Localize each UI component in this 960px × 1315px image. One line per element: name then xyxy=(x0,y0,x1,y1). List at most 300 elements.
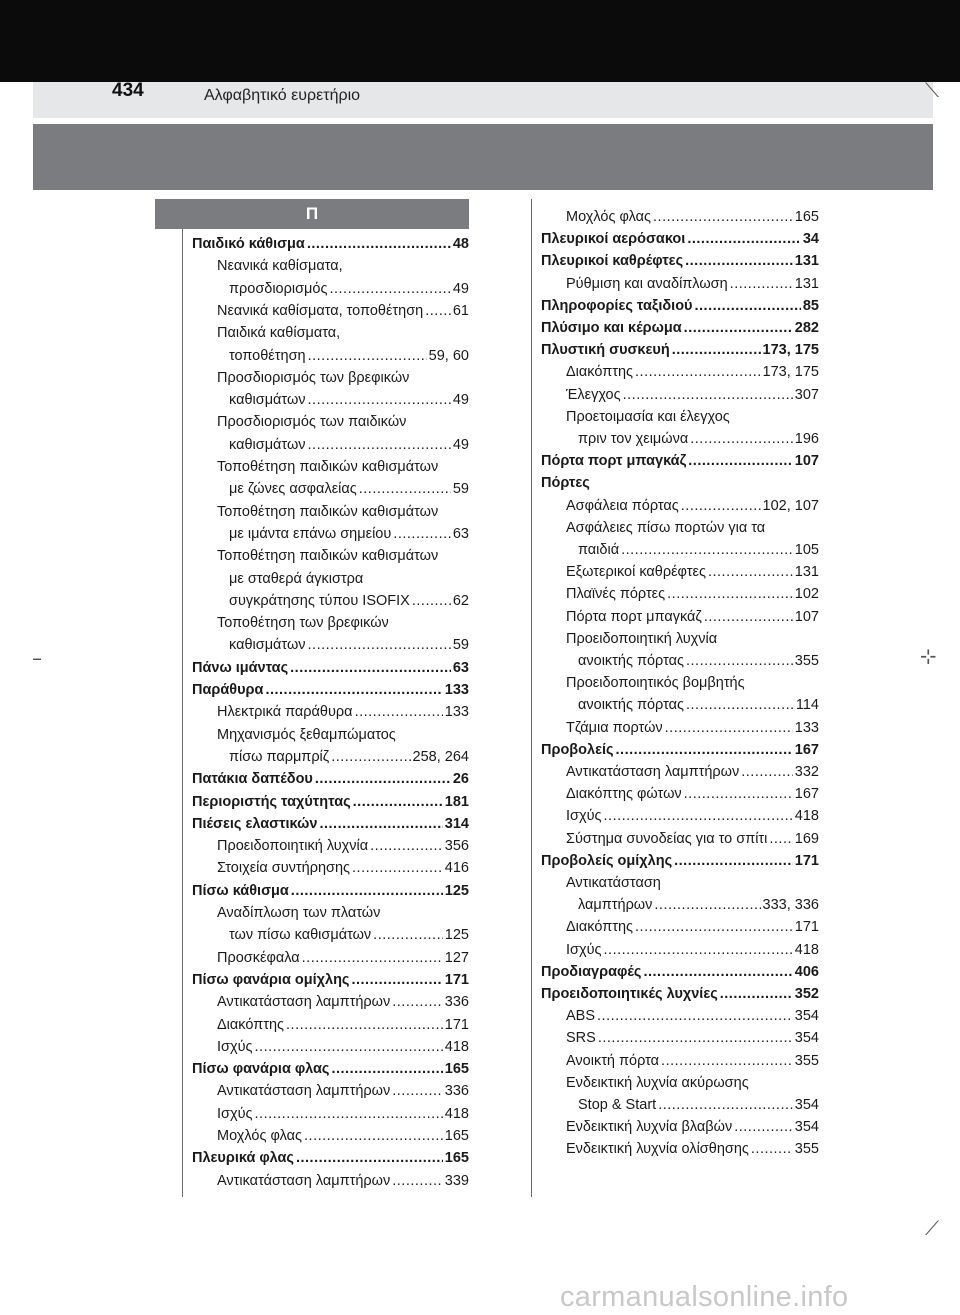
index-entry xyxy=(541,318,819,338)
dot-leader xyxy=(690,429,793,449)
entry-text: Πίσω φανάρια ομίχλης xyxy=(192,971,350,988)
dot-leader xyxy=(370,836,443,856)
entry-text: Προειδοποιητικός βομβητής xyxy=(566,675,745,692)
dot-leader xyxy=(623,385,793,405)
dot-leader xyxy=(604,806,793,826)
entry-page: 165 xyxy=(444,1128,469,1144)
entry-text: Stop & Start xyxy=(578,1097,657,1113)
entry-text: Μηχανισμός ξεθαμπώματος xyxy=(217,726,396,743)
entry-page: 181 xyxy=(444,793,469,810)
dot-leader xyxy=(304,1126,443,1146)
entry-page: 61 xyxy=(452,302,469,319)
index-entry xyxy=(566,917,819,937)
entry-page: 332 xyxy=(794,764,819,780)
index-entry xyxy=(541,251,819,271)
dot-leader xyxy=(307,234,451,254)
index-entry xyxy=(217,457,469,477)
index-entry xyxy=(217,546,469,566)
entry-text: Ενδεικτική λυχνία βλαβών xyxy=(566,1119,733,1136)
entry-page: 63 xyxy=(452,659,469,676)
index-entry xyxy=(217,368,469,388)
entry-page: 173, 175 xyxy=(762,364,819,381)
entry-page: 107 xyxy=(794,608,819,625)
index-entry xyxy=(192,881,469,901)
entry-text: Αντικατάσταση λαμπτήρων xyxy=(566,764,740,780)
index-entry xyxy=(192,792,469,812)
dot-leader xyxy=(667,584,793,604)
page-title: Αλφαβητικό ευρετήριο xyxy=(204,87,361,104)
entry-text: Αναδίπλωση των πλατών xyxy=(217,905,381,921)
index-entry xyxy=(217,836,469,856)
left-column-rule xyxy=(182,229,183,1197)
index-entry xyxy=(217,903,469,923)
index-entry xyxy=(229,279,469,299)
entry-page: 314 xyxy=(444,815,469,832)
entry-page: 49 xyxy=(452,392,469,409)
entry-page: 131 xyxy=(794,275,819,292)
dot-leader xyxy=(265,680,442,700)
dot-leader xyxy=(661,1051,793,1071)
index-entry xyxy=(217,1104,469,1124)
index-entry xyxy=(566,762,819,782)
dot-leader xyxy=(331,1059,442,1079)
entry-page: 114 xyxy=(795,697,819,714)
index-entry xyxy=(566,518,819,538)
entry-page: 355 xyxy=(794,653,819,669)
dot-leader xyxy=(658,1095,793,1115)
entry-text: Τοποθέτηση των βρεφικών xyxy=(217,615,389,632)
entry-text: Πλύσιμο και κέρωμα xyxy=(541,320,682,336)
index-entry xyxy=(566,274,819,294)
entry-text: των πίσω καθισμάτων xyxy=(229,927,372,944)
entry-text: Ρύθμιση και αναδίπλωση xyxy=(566,275,728,292)
index-entry xyxy=(566,496,819,516)
dot-leader xyxy=(291,881,443,901)
entry-text: Πίσω κάθισμα xyxy=(192,882,289,899)
entry-page: 171 xyxy=(794,919,819,936)
index-entry xyxy=(541,962,819,982)
index-entry xyxy=(566,784,819,804)
entry-page: 125 xyxy=(444,927,469,944)
entry-text: Προειδοποιητική λυχνία xyxy=(217,838,369,855)
dot-leader xyxy=(315,769,451,789)
entry-text: Έλεγχος xyxy=(566,386,621,403)
entry-text: Προβολείς ομίχλης xyxy=(541,852,673,869)
entry-page: 354 xyxy=(794,1097,819,1113)
dot-leader xyxy=(352,858,443,878)
entry-page: 171 xyxy=(444,1016,469,1033)
dot-leader xyxy=(392,1171,443,1191)
entry-text: Αντικατάσταση λαμπτήρων xyxy=(217,1172,391,1189)
entry-text: προσδιορισμός xyxy=(229,280,328,297)
entry-page: 418 xyxy=(444,1105,469,1122)
crop-mark-bottom-right: ⟋ xyxy=(925,1216,939,1240)
entry-page: 173, 175 xyxy=(762,342,819,359)
entry-page: 49 xyxy=(452,436,469,453)
dot-leader xyxy=(393,524,451,544)
dot-leader xyxy=(255,1104,443,1124)
entry-text: με ιμάντα επάνω σημείου xyxy=(229,525,392,542)
dot-leader xyxy=(255,1037,443,1057)
section-letter: Π xyxy=(155,199,469,229)
entry-text: Πληροφορίες ταξιδιού xyxy=(541,297,693,314)
entry-page: 127 xyxy=(444,949,469,966)
entry-text: Πλευρικά φλας xyxy=(192,1150,294,1167)
entry-text: λαμπτήρων xyxy=(578,897,653,914)
entry-text: Ενδεικτική λυχνία ολίσθησης xyxy=(566,1141,749,1158)
dot-leader xyxy=(392,1081,443,1101)
entry-page: 354 xyxy=(794,1008,819,1025)
dot-leader xyxy=(308,346,427,366)
entry-text: Πατάκια δαπέδου xyxy=(192,771,313,788)
entry-page: 165 xyxy=(794,209,819,225)
index-entry xyxy=(566,385,819,405)
entry-text: Ενδεικτική λυχνία ακύρωσης xyxy=(566,1074,749,1091)
top-black-bar xyxy=(0,0,960,82)
entry-text: Πλυστική συσκευή xyxy=(541,342,670,359)
entry-text: Τοποθέτηση παιδικών καθισμάτων xyxy=(217,503,439,520)
entry-page: 167 xyxy=(794,741,819,758)
entry-text: Διακόπτης xyxy=(566,919,634,936)
index-entry xyxy=(578,1095,819,1115)
dot-leader xyxy=(672,340,761,360)
entry-page: 49 xyxy=(452,280,469,297)
index-entry xyxy=(566,562,819,582)
index-entry xyxy=(578,695,819,715)
dot-leader xyxy=(355,702,443,722)
entry-text: Πόρτες xyxy=(541,475,590,492)
entry-text: ανοικτής πόρτας xyxy=(578,697,684,714)
index-entry xyxy=(192,234,469,254)
index-entry xyxy=(566,207,819,227)
index-entry xyxy=(192,970,469,990)
entry-text: Ισχύς xyxy=(566,808,602,825)
dot-leader xyxy=(684,318,793,338)
dot-leader xyxy=(688,451,793,471)
entry-text: πριν τον χειμώνα xyxy=(578,431,689,447)
dot-leader xyxy=(597,1006,793,1026)
entry-page: 167 xyxy=(794,786,819,803)
index-entry xyxy=(229,390,469,410)
dot-leader xyxy=(654,895,760,915)
entry-text: Προσδιορισμός των βρεφικών xyxy=(217,369,410,386)
entry-page: 105 xyxy=(794,542,819,558)
entry-text: Στοιχεία συντήρησης xyxy=(217,860,351,877)
entry-text: παιδιά xyxy=(578,542,620,558)
entry-text: Περιοριστής ταχύτητας xyxy=(192,793,351,810)
index-entry xyxy=(229,747,469,767)
entry-page: 133 xyxy=(444,704,469,721)
entry-text: Αντικατάσταση λαμπτήρων xyxy=(217,1083,391,1100)
entry-text: Προδιαγραφές xyxy=(541,963,642,980)
entry-text: Παιδικά καθίσματα, xyxy=(217,325,341,342)
entry-text: Προσκέφαλα xyxy=(217,949,300,966)
dot-leader xyxy=(351,970,442,990)
index-entry xyxy=(217,1126,469,1146)
entry-page: 26 xyxy=(452,771,469,788)
dot-leader xyxy=(734,1117,793,1137)
index-entry xyxy=(566,362,819,382)
entry-page: 102 xyxy=(794,586,819,603)
index-entry xyxy=(217,502,469,522)
dot-leader xyxy=(681,496,761,516)
index-entry xyxy=(217,323,469,343)
entry-page: 336 xyxy=(444,994,469,1011)
entry-text: Προβολείς xyxy=(541,741,614,758)
dot-leader xyxy=(665,718,793,738)
entry-text: Τοποθέτηση παιδικών καθισμάτων xyxy=(217,459,439,475)
dot-leader xyxy=(286,1015,443,1035)
entry-text: Παιδικό κάθισμα xyxy=(192,236,305,252)
index-entry xyxy=(192,814,469,834)
crop-mark-left-middle: – xyxy=(32,646,42,670)
entry-text: Διακόπτης xyxy=(566,364,634,381)
dot-leader xyxy=(687,229,801,249)
entry-text: Διακόπτης xyxy=(217,1016,285,1033)
dot-leader xyxy=(751,1139,793,1159)
index-entry xyxy=(229,346,469,366)
entry-text: Πάνω ιμάντας xyxy=(192,659,289,676)
dot-leader xyxy=(302,948,443,968)
entry-text: Τζάμια πορτών xyxy=(566,719,663,736)
dot-leader xyxy=(296,1148,443,1168)
dot-leader xyxy=(319,814,442,834)
dot-leader xyxy=(308,435,451,455)
entry-page: 48 xyxy=(452,236,469,252)
entry-page: 418 xyxy=(794,808,819,825)
entry-page: 171 xyxy=(794,852,819,869)
entry-text: Ισχύς xyxy=(217,1105,253,1122)
entry-page: 356 xyxy=(444,838,469,855)
entry-text: Ασφάλεια πόρτας xyxy=(566,497,679,514)
index-entry xyxy=(217,948,469,968)
index-entry xyxy=(566,940,819,960)
index-entry xyxy=(578,651,819,671)
dot-leader xyxy=(741,762,793,782)
entry-text: Πλευρικοί αερόσακοι xyxy=(541,231,686,248)
dot-leader xyxy=(598,1028,793,1048)
entry-text: Νεανικά καθίσματα, τοποθέτηση xyxy=(217,302,424,319)
page-number: 434 xyxy=(112,80,144,101)
entry-page: 165 xyxy=(444,1061,469,1078)
entry-text: Αντικατάσταση xyxy=(566,875,661,891)
index-entry xyxy=(217,613,469,633)
entry-text: Ασφάλειες πίσω πορτών για τα xyxy=(566,519,766,536)
entry-text: Μοχλός φλας xyxy=(217,1128,303,1144)
entry-text: Διακόπτης φώτων xyxy=(566,786,682,803)
index-entry xyxy=(541,451,819,471)
entry-text: Πίσω φανάρια φλας xyxy=(192,1061,330,1078)
entry-text: Παράθυρα xyxy=(192,682,264,698)
dot-leader xyxy=(635,362,761,382)
entry-text: ABS xyxy=(566,1008,596,1025)
entry-page: 354 xyxy=(794,1030,819,1047)
entry-page: 258, 264 xyxy=(412,748,469,765)
header-band xyxy=(33,82,933,118)
index-entry xyxy=(217,1081,469,1101)
dot-leader xyxy=(353,792,443,812)
index-entry xyxy=(192,1148,469,1168)
entry-text: Πόρτα πορτ μπαγκάζ xyxy=(541,453,687,470)
index-entry xyxy=(217,702,469,722)
index-entry xyxy=(229,925,469,945)
dot-leader xyxy=(425,301,451,321)
index-entry xyxy=(566,607,819,627)
dot-leader xyxy=(308,635,451,655)
index-entry xyxy=(566,1028,819,1048)
dot-leader xyxy=(616,740,793,760)
dot-leader xyxy=(708,562,793,582)
index-entry xyxy=(229,635,469,655)
dot-leader xyxy=(604,940,793,960)
index-entry xyxy=(566,584,819,604)
entry-page: 354 xyxy=(794,1119,819,1136)
entry-page: 406 xyxy=(794,963,819,980)
index-entry xyxy=(566,829,819,849)
entry-page: 333, 336 xyxy=(762,897,819,914)
entry-page: 133 xyxy=(794,719,819,736)
index-entry xyxy=(229,569,469,589)
dot-leader xyxy=(653,207,793,227)
entry-text: τοποθέτηση xyxy=(229,347,306,364)
entry-page: 352 xyxy=(794,986,819,1002)
index-entry xyxy=(541,229,819,249)
index-entry xyxy=(217,301,469,321)
index-entry xyxy=(192,680,469,700)
index-entry xyxy=(217,256,469,276)
entry-text: συγκράτησης τύπου ISOFIX xyxy=(229,592,410,609)
index-entry xyxy=(217,725,469,745)
index-entry xyxy=(566,407,819,427)
index-entry xyxy=(229,591,469,611)
entry-text: καθισμάτων xyxy=(229,392,306,409)
index-entry xyxy=(541,851,819,871)
entry-page: 133 xyxy=(444,682,469,698)
index-entry xyxy=(541,340,819,360)
index-entry xyxy=(578,540,819,560)
dot-leader xyxy=(686,651,793,671)
index-entry xyxy=(229,524,469,544)
entry-text: με σταθερά άγκιστρα xyxy=(229,570,364,587)
dot-leader xyxy=(290,658,451,678)
dot-leader xyxy=(392,992,443,1012)
index-entry xyxy=(566,873,819,893)
index-entry xyxy=(217,1015,469,1035)
dot-leader xyxy=(704,607,793,627)
crop-mark-top-right: ⟍ xyxy=(925,78,939,102)
dot-leader xyxy=(621,540,793,560)
watermark-text: carmanualsonline.info xyxy=(560,1281,849,1313)
index-entry xyxy=(566,1139,819,1159)
index-entry xyxy=(566,673,819,693)
entry-text: Προσδιορισμός των παιδικών xyxy=(217,414,407,431)
entry-text: Ηλεκτρικά παράθυρα xyxy=(217,704,353,721)
entry-page: 102, 107 xyxy=(762,497,819,514)
index-entry xyxy=(578,429,819,449)
entry-text: Ισχύς xyxy=(566,941,602,958)
entry-page: 34 xyxy=(802,231,819,248)
dot-leader xyxy=(720,984,793,1004)
entry-page: 336 xyxy=(444,1083,469,1100)
entry-page: 416 xyxy=(444,860,469,877)
dot-leader xyxy=(359,479,451,499)
entry-page: 355 xyxy=(794,1052,819,1069)
entry-page: 59, 60 xyxy=(428,347,469,364)
entry-text: Προειδοποιητική λυχνία xyxy=(566,630,718,647)
index-entry xyxy=(541,984,819,1004)
entry-text: ανοικτής πόρτας xyxy=(578,653,684,669)
center-column-rule xyxy=(531,199,532,1197)
entry-page: 418 xyxy=(794,941,819,958)
entry-page: 418 xyxy=(444,1038,469,1055)
index-entry xyxy=(566,629,819,649)
entry-page: 169 xyxy=(794,830,819,847)
index-entry xyxy=(217,992,469,1012)
dot-leader xyxy=(695,296,801,316)
dot-leader xyxy=(329,279,450,299)
entry-page: 107 xyxy=(794,453,819,470)
index-entry xyxy=(566,806,819,826)
entry-text: Αντικατάσταση λαμπτήρων xyxy=(217,994,391,1011)
dot-leader xyxy=(635,917,793,937)
entry-text: Ισχύς xyxy=(217,1038,253,1055)
index-entry xyxy=(217,412,469,432)
entry-page: 85 xyxy=(802,297,819,314)
dot-leader xyxy=(686,695,794,715)
header-gray-band xyxy=(33,124,933,190)
entry-text: Πλευρικοί καθρέφτες xyxy=(541,253,684,270)
entry-page: 131 xyxy=(794,253,819,270)
entry-page: 355 xyxy=(794,1141,819,1158)
entry-text: καθισμάτων xyxy=(229,436,306,453)
entry-text: Ανοικτή πόρτα xyxy=(566,1052,660,1069)
entry-text: SRS xyxy=(566,1030,596,1047)
dot-leader xyxy=(412,591,451,611)
entry-text: Τοποθέτηση παιδικών καθισμάτων xyxy=(217,548,439,565)
index-entry xyxy=(217,858,469,878)
dot-leader xyxy=(684,784,793,804)
entry-page: 171 xyxy=(444,971,469,988)
entry-text: Πλαϊνές πόρτες xyxy=(566,586,666,603)
dot-leader xyxy=(730,274,793,294)
index-entry xyxy=(541,740,819,760)
entry-text: Πόρτα πορτ μπαγκάζ xyxy=(566,608,702,625)
entry-text: με ζώνες ασφαλείας xyxy=(229,481,357,498)
entry-page: 339 xyxy=(444,1172,469,1189)
entry-page: 62 xyxy=(452,592,469,609)
entry-text: Μοχλός φλας xyxy=(566,209,652,225)
index-entry xyxy=(566,718,819,738)
entry-text: πίσω παρμπρίζ xyxy=(229,748,330,765)
entry-text: Νεανικά καθίσματα, xyxy=(217,258,343,275)
index-entry xyxy=(578,895,819,915)
entry-page: 131 xyxy=(794,564,819,581)
index-entry xyxy=(566,1073,819,1093)
entry-page: 59 xyxy=(452,481,469,498)
index-entry xyxy=(541,473,819,493)
index-entry xyxy=(217,1171,469,1191)
entry-text: Πιέσεις ελαστικών xyxy=(192,815,318,832)
index-entry xyxy=(192,1059,469,1079)
entry-text: Προετοιμασία και έλεγχος xyxy=(566,408,730,425)
dot-leader xyxy=(674,851,793,871)
index-entry xyxy=(192,658,469,678)
dot-leader xyxy=(769,829,792,849)
entry-page: 165 xyxy=(444,1150,469,1167)
index-entry xyxy=(217,1037,469,1057)
index-entry xyxy=(229,435,469,455)
index-entry xyxy=(566,1006,819,1026)
